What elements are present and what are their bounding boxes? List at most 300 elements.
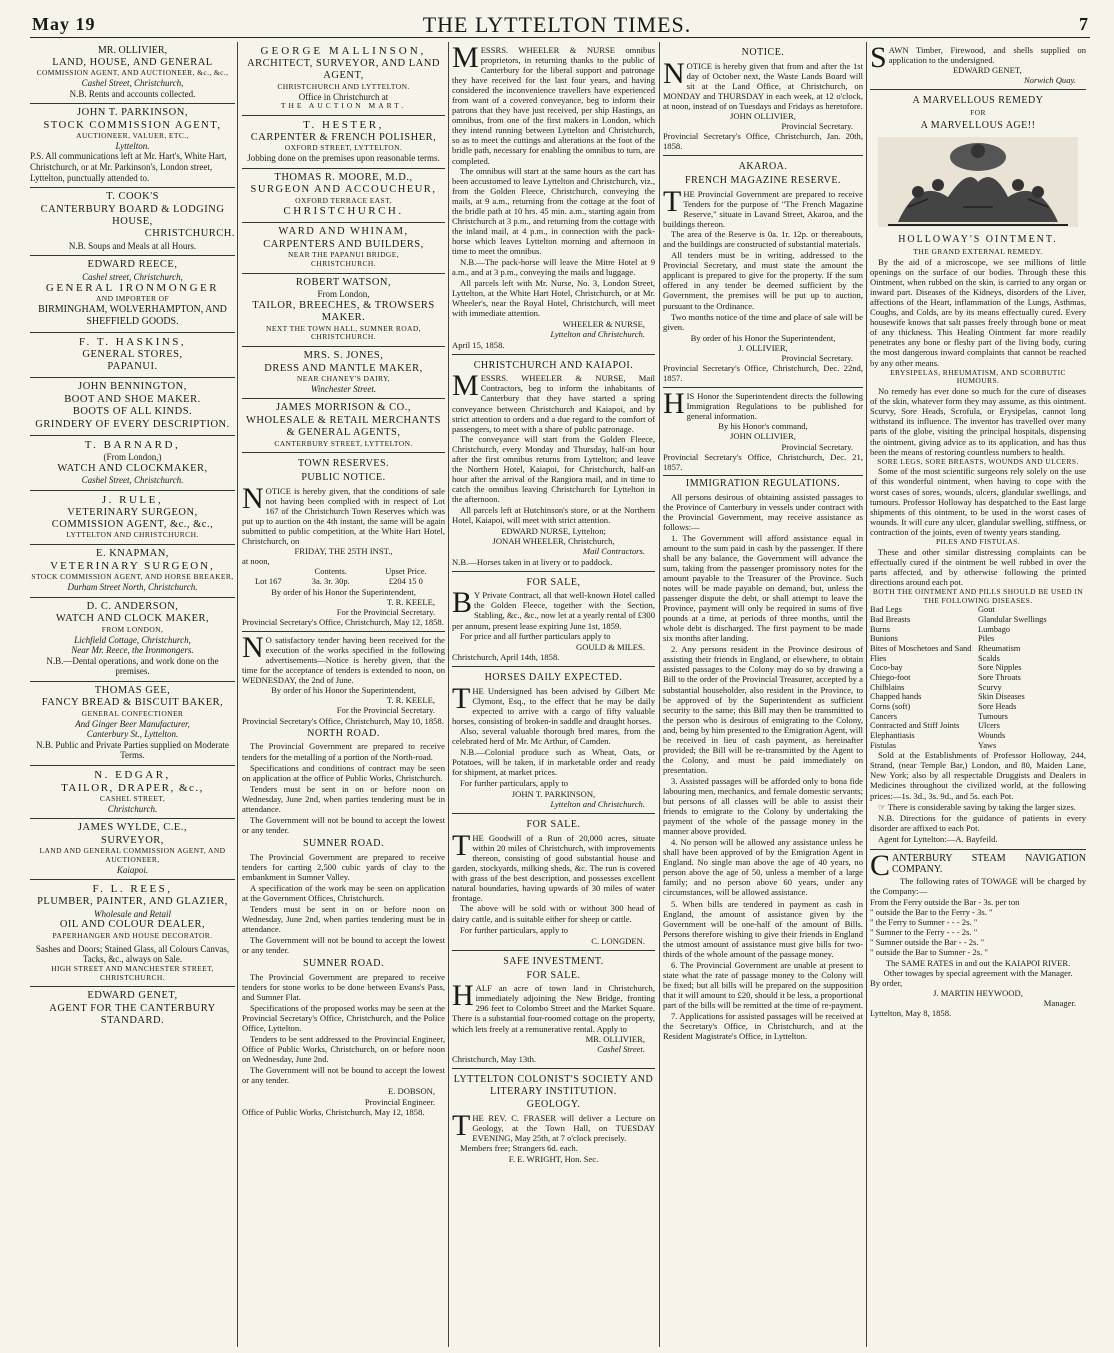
notice-paragraph: All parcels left with Mr. Nurse, No. 3, London Street, Lyttelton, at the White Hart Hotel, Christchurch, or at Mr. Wheeler's, near the Royal Hotel, Christchurch, will meet with immediate attention. [452, 278, 655, 319]
notice-text: HE Undersigned has been advised by Gilbert Mc Clymont, Esq., to the effect that he may be daily expected to arrive with a cargo of fifty valuable horses, consisting of broken-in saddle and draught horses. [452, 685, 655, 726]
ad-title: N. EDGAR, [94, 768, 171, 781]
disease-item: Rheumatism [978, 644, 1021, 654]
notice-text: Y Private Contract, all that well-known Hotel called the Golden Fleece, together with the Section, Stabling, &c., &c., now let at a yearly rental of £300 per annum, present lease expiring June 1st, 1859. [452, 590, 655, 631]
ad-genet [30, 987, 235, 1031]
ad-title: T. BARNARD, [84, 438, 181, 451]
drop-cap: M [452, 369, 479, 403]
lot-header: Upset Price. [385, 566, 427, 577]
notice-paragraph: Sold at the Establishments of Professor Holloway, 244, Strand, (near Temple Bar,) London, and 80, Maiden Lane, New York; also by all respectable Druggists and Dealers in Medicines throughout the civilized world, at the following prices:—1s. 3d., 3s. 9d., and 5s. each Pot. [870, 750, 1086, 801]
disease-item: Contracted and Stiff Joints [870, 721, 960, 731]
notice-paragraph: The area of the Reserve is 0a. 1r. 12p. or thereabouts, and the buildings are constructed of substantial materials. [663, 229, 863, 250]
notice-signature: F. E. WRIGHT, Hon. Sec. [508, 1154, 599, 1165]
disease-item: Sore Nipples [978, 663, 1022, 673]
notice-date: Christchurch, May 13th. [452, 1053, 537, 1064]
ad-line: OXFORD STREET, LYTTELTON. [284, 143, 403, 153]
notice-paragraph: 1. The Government will afford assistance equal in amount to the sum paid in cash by the passenger. If there shall be any balance, the Government will advance the sum, taking from the passenger promissory notes for the amount payable to the Treasurer of the Province. Such notes will be made payable on demand, but, unless the passenger dispute the debt, or shall attempt to leave the Province, payment will only be required in sums of five pounds at a time, at periods of three months, until the whole debt is discharged. The first payment to be made six months after landing. [663, 532, 863, 644]
ad-line: Near Mr. Reece, the Ironmongers. [71, 645, 194, 656]
notice-signature: J. OLLIVIER, [738, 342, 788, 353]
drop-cap: M [452, 42, 479, 74]
notice-town-reserves [242, 453, 445, 632]
notice-authority: By order of his Honor the Superintendent, [271, 685, 416, 696]
drop-cap: H [452, 979, 474, 1013]
notice-heading: HORSES DAILY EXPECTED. [484, 671, 623, 683]
ad-title: F. L. REES, [92, 883, 173, 896]
notice-date: April 15, 1858. [452, 339, 505, 350]
ad-ollivier [30, 42, 235, 104]
ad-line: COMMISSION AGENT, AND AUCTIONEER, &c., &c., [36, 68, 229, 78]
ad-horses [452, 667, 655, 815]
notice-paragraph: The conveyance will start from the Golden Fleece, Christchurch, every Monday and Thursday, half-an hour after the first omnibus returns from Lyttelton; and leave the Northern Hotel, Kaiapoi, for Christchurch, half-an hour after the arrival of the Rangiora mail, and in time to catch the omnibus leaving Christchurch for Lyttelton in the afternoon. [452, 433, 655, 504]
drop-cap: T [452, 681, 471, 715]
disease-item: Scalds [978, 653, 1000, 663]
ad-heading: HOLLOWAY'S OINTMENT. [898, 234, 1058, 246]
ad-wylde [30, 819, 235, 880]
page-number: 7 [1079, 14, 1088, 34]
notice-paragraph: The Provincial Government are prepared to receive tenders for carting 2,500 cubic yards of clay to the embankment in Sumner Valley. [242, 851, 445, 882]
notice-text: at noon, [242, 556, 270, 567]
ad-line: AND IMPORTER OF [95, 294, 170, 304]
notice-body [870, 750, 1086, 843]
ad-line: PLUMBER, PAINTER, AND GLAZIER, [37, 896, 228, 908]
notice-signature: T. R. KEELE, [386, 695, 435, 706]
ad-heading: A MARVELLOUS AGE!! [920, 120, 1036, 132]
notice-signature: T. R. KEELE, [386, 596, 435, 607]
notice-signature: EDWARD GENET, [953, 65, 1022, 76]
ad-title: T. HESTER, [303, 119, 384, 132]
ad-line: LAND AND GENERAL COMMISSION AGENT, AND AUCTIONEER, [39, 846, 226, 864]
ad-line: NEXT THE TOWN HALL, SUMNER ROAD, CHRISTCHURCH. [266, 323, 421, 342]
notice-body [870, 386, 1086, 456]
notice-signature: WHEELER & NURSE, [562, 319, 645, 330]
disease-item: Gout [978, 605, 995, 615]
ad-line: Canterbury St., Lyttelton. [86, 729, 179, 740]
ad-line: OIL AND COLOUR DEALER, [59, 919, 206, 931]
ad-line: AUCTIONEER, VALUER, ETC., [76, 130, 189, 140]
ad-line: CARPENTER & FRENCH POLISHER, [250, 131, 437, 143]
notice-signature-title: For the Provincial Secretary. [336, 606, 435, 617]
lot-table [242, 566, 445, 586]
ad-omnibus [452, 42, 655, 355]
lot-cell: £204 15 0 [388, 576, 423, 587]
notice-signature-title: Norwich Quay. [1023, 75, 1076, 86]
notice-paragraph: Agent for Lyttelton:—A. Bayfeild. [878, 833, 998, 844]
ad-line: Sashes and Doors; Stained Glass, all Colours Canvas, Tacks, &c., always on Sale. [35, 943, 230, 965]
ad-sawn-timber [870, 42, 1086, 90]
ad-morrison [242, 399, 445, 453]
notice-signature: C. LONGDEN. [591, 935, 645, 946]
lot-header [242, 566, 295, 576]
ad-golden-fleece [452, 572, 655, 667]
notice-paragraph: Members free; Strangers 6d. each. [460, 1143, 578, 1154]
ad-line: CASHEL STREET, [99, 793, 166, 803]
notice-paragraph: 3. Assisted passages will be afforded only to bona fide labouring men, mechanics, and female domestic servants; but persons of all classes will be able to assist their friends to emigrate to the Colony by undertaking the payment of the whole of the passage money in the manner above provided. [663, 775, 863, 837]
ad-line: N.B. Rents and accounts collected. [69, 88, 196, 99]
notice-text: ALF an acre of town land in Christchurch, immediately adjoining the New Bridge, fronting 296 feet to Colombo Street and the Market Square. There is a substantial four-roomed cottage on the property, which lets freely at a remunerative rental. Apply to [452, 983, 655, 1034]
notice-body [452, 979, 655, 1034]
disease-item: Bunions [870, 634, 898, 644]
notice-text: HE Provincial Government are prepared to receive Tenders for the purpose of "The French Magazine Reserve," situate in Lavand Street, Akaroa, and the buildings thereon. [663, 189, 863, 230]
notice-body [452, 586, 655, 641]
ad-line: P.S. All communications left at Mr. Hart's, White Hart, Christchurch, or at Mr. Parkinson's, London street, Lyttelton, punctually attended to. [30, 151, 227, 183]
notice-signature: EDWARD NURSE, Lyttelton; [501, 526, 606, 537]
notice-paragraph: For further particulars, apply to [460, 924, 569, 935]
ad-steam-navigation [870, 850, 1086, 1022]
ad-title: MR. OLLIVIER, [97, 45, 168, 56]
notice-heading: CHRISTCHURCH AND KAIAPOI. [473, 359, 634, 371]
notice-signature-title: Provincial Secretary. [781, 441, 853, 452]
notice-paragraph: By the aid of a microscope, we see millions of little openings on the surface of our bodies. Through these this Ointment, when rubbed on the skin, is carried to any organ or inward part. Diseases of the Kidneys, disorders of the Liver, affections of the Heart, inflammation of the Lungs, Asthmas, Coughs, and Colds, are by its means effectually cured. Every housewife knows that salt passes freely through bone or meat of any thickness. This Healing Ointment far more readily penetrates any bone or fleshy part of the living body, curing the most dangerous inward complaints that cannot be reached by any other means. [870, 257, 1086, 368]
drop-cap: N [242, 482, 264, 515]
notice-body [242, 630, 445, 686]
notice-paragraph: 4. No person will be allowed any assistance unless he shall have been approved of by the Emigration Agent in England. No single man above the age of 40 years, no person above the age of 50, unless a member of a large family; and no person above 60 years, under any circumstances, will be allowed assistance. [663, 837, 863, 898]
column-2 [242, 42, 445, 1347]
ad-line: VETERINARY SURGEON, [50, 560, 215, 573]
ad-jones [242, 347, 445, 399]
notice-body [870, 547, 1086, 587]
disease-item: Sore Heads [978, 702, 1017, 712]
column-rule [866, 42, 867, 1347]
notice-heading: SUMNER ROAD. [302, 837, 384, 849]
ad-line: WHOLESALE & RETAIL MERCHANTS & GENERAL AGENTS, [245, 414, 442, 439]
notice-heading: FOR SALE. [526, 969, 581, 981]
ad-line: Christchurch. [107, 803, 158, 814]
notice-authority: By order of his Honor the Superintendent, [271, 586, 416, 597]
notice-paragraph: ☞ There is considerable saving by taking the larger sizes. [878, 801, 1076, 812]
drop-cap: H [663, 387, 685, 421]
ad-line: N.B.—Dental operations, and work done on the premises. [46, 655, 219, 677]
disease-item: Elephantiasis [870, 731, 915, 741]
notice-text: AWN Timber, Firewood, and shells supplied on application to the undersigned. [888, 45, 1086, 66]
notice-signature-title: Cashel Street. [597, 1043, 645, 1054]
notice-signature: JOHN T. PARKINSON, [511, 789, 596, 800]
notice-paragraph: The Government will not be bound to accept the lowest or any tender. [242, 1065, 445, 1086]
notice-body [452, 1109, 655, 1154]
ad-rule [30, 491, 235, 546]
notice-office: Provincial Secretary's Office, Christchurch, May 12, 1858. [242, 616, 444, 627]
disease-item: Cancers [870, 711, 897, 721]
holloway-engraving-image [878, 137, 1078, 227]
ad-line: SURVEYOR, [101, 834, 164, 846]
lot-header: Contents. [314, 566, 347, 577]
notice-paragraph: Some of the most scientific surgeons rely solely on the use of this wonderful ointment, when having to cope with the worst cases of sores, wounds, ulcers, glandular swellings, and tumours. Professor Holloway has despatched to the East large shipments of this ointment, to be used in the worst cases of wounds. It will cure any ulcer, glandular swelling, stiffness, or contraction of the joints, even of twenty years standing. [870, 466, 1086, 537]
notice-heading: NORTH ROAD. [307, 727, 380, 739]
notice-body [870, 257, 1086, 368]
column-4 [663, 42, 863, 1347]
notice-office: Provincial Secretary's Office, Christchurch, May 10, 1858. [242, 715, 444, 726]
ad-line: PAPERHANGER AND HOUSE DECORATOR. [52, 930, 213, 940]
notice-signature: E. DOBSON, [387, 1086, 435, 1097]
disease-item: Piles [978, 634, 995, 644]
ad-holloway [870, 90, 1086, 849]
notice-heading: PUBLIC NOTICE. [301, 472, 386, 484]
notice-office: Office of Public Works, Christchurch, May 12, 1858. [242, 1106, 425, 1117]
notice-paragraph: 6. The Provincial Government are unable at present to state what the rate of passage money to the Colony will be fixed; but all bills will be prepared on the supposition that it will amount to £20, should it be less, a proportional part of the bills will be remitted at the time of re-payment. [663, 959, 863, 1010]
ad-line: GENERAL CONFECTIONER [81, 708, 184, 718]
ad-title: WARD AND WHINAM, [278, 226, 409, 238]
notice-paragraph: The Government will not be bound to accept the lowest or any tender. [242, 935, 445, 956]
issue-date: May 19 [32, 14, 96, 34]
ad-hester [242, 116, 445, 169]
notice-heading: FOR SALE, [526, 576, 581, 588]
disease-item: Sore Throats [978, 673, 1021, 683]
notice-body [870, 466, 1086, 536]
ad-title: ROBERT WATSON, [295, 276, 392, 288]
notice-body [663, 492, 863, 1042]
notice-text: O satisfactory tender having been received for the execution of the works specified in the following advertisements—Notice is hereby given, that the time for the acceptance of tenders is extended to noon, on WEDNESDAY, the 2nd of June. [242, 634, 445, 686]
notice-heading: LYTTELTON COLONIST'S SOCIETY AND LITERARY INSTITUTION. [453, 1073, 654, 1097]
ad-subheading: THE GRAND EXTERNAL REMEDY. [913, 247, 1043, 257]
notice-paragraph: All persons desirous of obtaining assisted passages to the Province of Canterbury in vessels under contract with the Provincial Government, may receive assistance as follows:— [663, 491, 863, 532]
notice-paragraph: A specification of the work may be seen on application at the Government Offices, Christchurch. [242, 882, 445, 903]
ad-title: JAMES WYLDE, C.E., [77, 822, 188, 834]
drop-cap: N [242, 630, 264, 664]
drop-cap: B [452, 586, 473, 620]
notice-paragraph: All parcels left at Hutchinson's store, or at the Northern Hotel, Kaiapoi, will meet with strict attention. [452, 505, 655, 526]
notice-body [452, 42, 655, 319]
column-rule [237, 42, 238, 1347]
notice-signature-title: Lyttelton and Christchurch. [550, 799, 645, 810]
drop-cap: T [663, 185, 682, 218]
notice-paragraph: These and other similar distressing complaints can be effectually cured if the ointment be well rubbed in over the parts affected, and by otherwise following the printed directions around each pot. [870, 546, 1086, 587]
ad-line: (From London,) [103, 451, 162, 462]
ad-line: N.B. Soups and Meals at all Hours. [68, 240, 197, 251]
ad-line: FROM LONDON, [101, 624, 164, 634]
ad-line: NEAR CHANEY'S DAIRY, [296, 373, 391, 383]
notice-office: Provincial Secretary's Office, Christchurch, Dec. 21, 1857. [663, 451, 863, 472]
notice-paragraph: The omnibus will start at the same hours as the cart has been accustomed to leave Lyttelton and Christchurch, viz., from the Golden Fleece, Christchurch, conveying the mails, at 9 a.m., returning from the cottage at the foot of the bridle path at 10 hrs. 45 min. a.m., starting again from Christchurch at 3 p.m., and returning from the cottage with the inland mail, at 4 p.m., in connection with the pack-horse which leaves Lyttelton morning and afternoon in time to meet the omnibus. [452, 165, 655, 256]
notice-signature: J. MARTIN HEYWOOD, [933, 987, 1023, 998]
ad-line: DRESS AND MANTLE MAKER, [264, 362, 423, 374]
notice-signature-title: For the Provincial Secretary. [336, 705, 435, 716]
disease-item: Bad Legs [870, 605, 902, 615]
ad-title: JOHN T. PARKINSON, [77, 107, 188, 119]
disease-item: Skin Diseases [978, 692, 1025, 702]
ad-line: STOCK COMMISSION AGENT, AND HORSE BREAKER, [31, 572, 234, 582]
ad-line: BOOT AND SHOE MAKER. [64, 393, 201, 405]
lot-cell: Lot 167 [254, 576, 282, 587]
ad-subheading: PILES AND FISTULAS. [935, 536, 1021, 546]
ad-line: NEAR THE PAPANUI BRIDGE, [287, 250, 399, 260]
notice-paragraph: Specifications of the proposed works may be seen at the Provincial Secretary's Office, Christchurch, and the Police Office, Lyttelton. [242, 1003, 445, 1034]
notice-paragraph: Tenders must be sent in on or before noon on Wednesday, June 2nd, when parties tendering must be in attendance. [242, 903, 445, 935]
lot-cell: 3a. 3r. 30p. [311, 576, 350, 587]
notice-heading: FOR SALE. [526, 819, 581, 831]
notice-authority: By order, [870, 977, 903, 988]
ad-line: PAPANUI. [107, 361, 158, 373]
drop-cap: N [663, 56, 685, 90]
ad-subheading: SORE LEGS, SORE BREASTS, WOUNDS AND ULCERS. [877, 456, 1079, 466]
notice-office: Provincial Secretary's Office, Christchurch, Dec. 22nd, 1857. [663, 363, 863, 384]
notice-paragraph: Also, several valuable thorough bred mares, from the celebrated herd of Mr. Mc Arthur, of Camden. [452, 725, 655, 746]
ad-title: E. KNAPMAN, [96, 548, 169, 560]
ad-line: Cashel Street, Christchurch. [81, 474, 184, 485]
notice-signature: JOHN OLLIVIER, [730, 431, 796, 442]
notice-text: Other towages by special agreement with the Manager. [883, 967, 1073, 978]
notice-signature: JONAH WHEELER, Christchurch, [492, 536, 615, 547]
notice-signature-title: Manager. [1043, 997, 1076, 1008]
notice-paragraph: Tenders must be sent in on or before noon on Wednesday, June 2nd, when parties tendering must be in attendance. [242, 783, 445, 814]
notice-paragraph: 2. Any persons resident in the Province desirous of assisting their friends in England, or elsewhere, to obtain assisted passages to the Colony may do so by drawing a Bill to the order of the Provincial Treasurer, accepted by a substantial householder, also resident in the Province, to be approved of by the Superintendent as sufficient security to the same; this Bill may then be transmitted to the person who is desirous of emigrating to the Colony, and, being by him presented to the Emigration Agent, will be received in lieu of cash payment, as hereinafter provided; the Bill will be re-transmitted by the Agent to the Colony, and must be paid immediately on presentation. [663, 644, 863, 775]
ad-line: And Ginger Beer Manufacturer, [75, 718, 190, 729]
ad-subheading: BOTH THE OINTMENT AND PILLS SHOULD BE USED IN THE FOLLOWING DISEASES. [872, 586, 1084, 605]
disease-item: Tumours [978, 711, 1008, 721]
disease-item: Yaws [978, 740, 997, 750]
notice-body [452, 681, 655, 788]
disease-item: Glandular Swellings [978, 615, 1047, 625]
ad-moore [242, 169, 445, 224]
disease-item: Lumbago [978, 624, 1011, 634]
drop-cap: S [870, 42, 887, 74]
ad-line: CANTERBURY STREET, LYTTELTON. [274, 438, 413, 448]
notice-text: HE Goodwill of a Run of 20,000 acres, situate within 20 miles of Christchurch, with improvements thereon, consisting of good substantial house and garden, stockyards, milking sheds, &c. The run is covered with grass of the best description, and possesses excellent natural boundaries, having upwards of 30 miles of water frontage. [452, 833, 655, 904]
ad-line: CHRISTCHURCH. [144, 228, 235, 240]
column-1 [30, 42, 235, 1347]
ad-title: THOMAS R. MOORE, M.D., [274, 171, 413, 183]
notice-paragraph: For further particulars, apply to [460, 778, 569, 788]
notice-heading: SAFE INVESTMENT. [503, 955, 604, 967]
notice-waste-lands [663, 42, 863, 156]
ad-heading: A MARVELLOUS REMEDY [912, 95, 1044, 107]
ad-line: GENERAL IRONMONGER [45, 282, 220, 295]
notice-body [870, 848, 1086, 882]
ad-line: BIRMINGHAM, WOLVERHAMPTON, AND SHEFFIELD GOODS. [38, 304, 227, 327]
ad-line: LAND, HOUSE, AND GENERAL [52, 56, 213, 68]
towage-rate: " outside the Bar to the Ferry - 3s. " [870, 907, 993, 918]
ad-title: JOHN BENNINGTON, [78, 381, 187, 393]
notice-heading: NOTICE. [741, 47, 785, 58]
ad-title: D. C. ANDERSON, [86, 600, 179, 612]
ad-title: J. RULE, [101, 493, 164, 506]
disease-item: Fistulas [870, 740, 897, 750]
disease-item: Bites of Moschetoes and Sand Flies [870, 644, 972, 663]
ad-title: T. COOK'S [106, 191, 159, 203]
notice-body [663, 387, 863, 422]
diseases-list [870, 605, 1086, 750]
ad-line: CHRISTCHURCH. [310, 258, 376, 268]
notice-text: IS Honor the Superintendent directs the following Immigration Regulations to be published for general information. [686, 391, 863, 422]
ad-haskins [30, 333, 235, 379]
ad-line: Wholesale and Retail [94, 908, 171, 919]
ad-kaiapoi-mail [452, 355, 655, 572]
ad-line: CHRISTCHURCH AND LYTTELTON. [277, 81, 410, 91]
ad-edgar [30, 766, 235, 819]
ad-line: WATCH AND CLOCKMAKER, [57, 462, 208, 474]
notice-paragraph: N.B.—Colonial produce such as Wheat, Oats, or Potatoes, will be taken, if in marketable order and ready for shipment, at market prices. [452, 746, 655, 777]
notice-heading: GEOLOGY. [526, 1099, 581, 1111]
ad-subheading: ERYSIPELAS, RHEUMATISM, AND SCORBUTIC HUMOURS. [890, 367, 1066, 386]
ad-line: Lichfield Cottage, Christchurch, [74, 634, 191, 645]
ad-line: THE AUCTION MART. [280, 101, 407, 111]
ad-line: TAILOR, BREECHES, & TROWSERS MAKER. [252, 299, 435, 324]
notice-paragraph: The Government will not be bound to accept the lowest or any tender. [242, 814, 445, 835]
ad-line: Durham Street North, Christchurch. [67, 582, 198, 593]
notice-paragraph: Two months notice of the time and place of sale will be given. [663, 311, 863, 332]
disease-item: Bad Breasts [870, 615, 911, 625]
notice-paragraph: The above will be sold with or without 300 head of dairy cattle, and is suitable either for sheep or cattle. [452, 903, 655, 924]
ad-line: CARPENTERS AND BUILDERS, [263, 238, 424, 250]
ad-run-for-sale [452, 814, 655, 950]
ad-line: GENERAL STORES, [82, 348, 183, 360]
notice-signature: MR. OLLIVIER, [585, 1033, 645, 1044]
ad-line: FANCY BREAD & BISCUIT BAKER, [41, 697, 224, 709]
disease-item: Ulcers [978, 721, 1000, 731]
towage-rates [870, 897, 1086, 957]
notice-paragraph: For price and all further particulars apply to [460, 630, 611, 641]
column-rule [659, 42, 660, 1347]
notice-paragraph: Tenders to be sent addressed to the Provincial Engineer, Office of Public Works, Christchurch, on or before noon on Wednesday, June 2nd. [242, 1034, 445, 1065]
notice-heading: TOWN RESERVES. [297, 458, 390, 470]
notice-body [663, 56, 863, 111]
notice-signature-title: Mail Contractors. [582, 546, 645, 557]
disease-item: Corns (soft) [870, 702, 911, 712]
disease-item: Chapped hands [870, 692, 922, 702]
ad-line: Winchester Street. [310, 383, 377, 394]
towage-rate: " outside the Bar to Sumner - 2s. " [870, 947, 989, 958]
ad-line: Lyttelton. [115, 140, 150, 151]
notice-text: N.B.—Horses taken in at livery or to paddock. [452, 556, 613, 567]
notice-body [242, 482, 445, 547]
ad-heading: ANTERBURY STEAM NAVIGATION COMPANY. [892, 852, 1086, 876]
notice-immigration [663, 388, 863, 1046]
ad-rees [30, 880, 235, 987]
ad-barnard [30, 436, 235, 491]
ad-line: ARCHITECT, SURVEYOR, AND LAND AGENT, [247, 57, 440, 82]
ad-gee [30, 682, 235, 766]
notice-signature-title: Provincial Secretary. [781, 352, 853, 363]
notice-date: Lyttelton, May 8, 1858. [870, 1008, 952, 1019]
disease-item: Chilblains [870, 682, 905, 692]
notice-body [663, 185, 863, 332]
ad-line: CANTERBURY BOARD & LODGING HOUSE, [40, 203, 225, 228]
ad-knapman [30, 545, 235, 598]
masthead [0, 0, 1114, 38]
disease-item: Burns [870, 624, 891, 634]
notice-paragraph: N.B.—The pack-horse will leave the Mitre Hotel at 9 a.m., and at 3 p.m., conveying the mails and luggage. [452, 256, 655, 278]
ad-bennington [30, 378, 235, 436]
notice-text: The SAME RATES in and out the KAIAPOI RIVER. [885, 957, 1071, 968]
notice-date: FRIDAY, THE 25TH INST., [294, 546, 393, 557]
disease-item: Chiego-foot [870, 673, 911, 683]
ad-line: Cashel Street, Christchurch, [81, 78, 184, 89]
drop-cap: T [452, 829, 471, 863]
notice-signature-title: Lyttelton and Christchurch. [550, 329, 645, 340]
ad-anderson [30, 598, 235, 682]
diseases-right [978, 605, 1086, 750]
ad-ward [242, 223, 445, 273]
ad-title: THOMAS GEE, [94, 684, 171, 696]
ad-line: Office in Christchurch at [298, 91, 389, 102]
ad-geology-lecture [452, 1069, 655, 1169]
ad-line: Jobbing done on the premises upon reasonable terms. [247, 153, 440, 164]
notice-heading: AKAROA. [738, 161, 788, 173]
towage-rate: " Sumner outside the Bar - - 2s. " [870, 937, 985, 948]
disease-item: Wounds [978, 731, 1006, 741]
ad-line: BOOTS OF ALL KINDS. [72, 406, 193, 418]
notice-heading: FRENCH MAGAZINE RESERVE. [685, 175, 841, 187]
notice-signature-title: Provincial Secretary. [781, 121, 853, 132]
notice-text: ESSRS. WHEELER & NURSE omnibus proprietors, in returning thanks to the public of Canterbury for the liberal support and patronage they have received for the last four years, and having considered the inconvenience travellers have experienced from want of a covered conveyance, beg to inform their patrons that they have just received, per ship Hastings, an omnibus, from one of the first makers in London, which they intend running between Lyttelton and Christchurch, so as to meet the cuttings and alterations at the foot of the bridle path, necessary for enabling the omnibus to turn, are completed. [452, 45, 655, 166]
ad-line: AGENT FOR THE CANTERBURY STANDARD. [49, 1002, 216, 1027]
notice-authority: By order of his Honor the Superintendent, [690, 332, 836, 343]
notice-text: ESSRS. WHEELER & NURSE, Mail Contractors, beg to inform the inhabitants of Canterbury that they have started a spring conveyance between Christchurch and Kaiapoi, and by strict attention to orders and a due regard to the comfort of passengers, to meet with a share of public patronage. [452, 373, 655, 434]
notice-text: HE REV. C. FRASER will deliver a Lecture on Geology, at the Town Hall, on TUESDAY EVENING, May 25th, at 7 o'clock precisely. [472, 1113, 655, 1144]
notice-date: Christchurch, April 14th, 1858. [452, 651, 560, 662]
notice-body [452, 829, 655, 935]
notice-body [870, 876, 1086, 896]
masthead-rule [30, 37, 1090, 38]
notice-office: Provincial Secretary's Office, Christchurch, Jan. 20th, 1858. [663, 131, 863, 152]
ad-title: MRS. S. JONES, [303, 350, 384, 362]
